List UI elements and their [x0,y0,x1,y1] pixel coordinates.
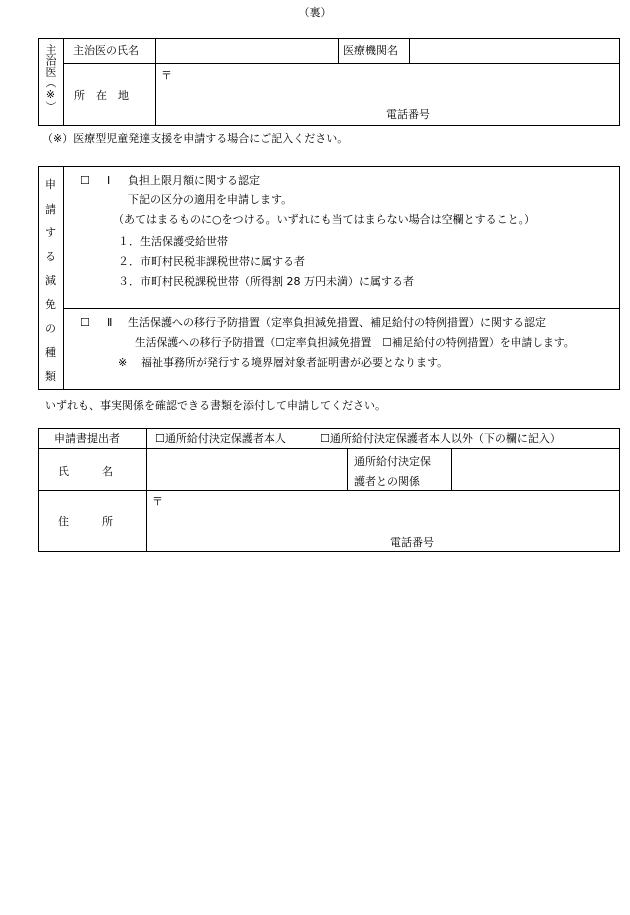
applicant-postal-mark: 〒 [152,495,163,508]
side-char: 請 [45,203,56,216]
applicant-address-field[interactable] [148,492,618,550]
submitter-label: 申請書提出者 [54,432,120,445]
divider [63,166,64,390]
side-char: 類 [45,370,56,383]
section2-numeral: Ⅱ [107,316,113,329]
divider [63,308,620,309]
side-char: 申 [45,178,56,191]
applicant-phone-label: 電話番号 [390,536,434,549]
section2-line1: 生活保護への移行予防措置（☐定率負担減免措置 ☐補足給付の特例措置）を申請します。 [135,336,575,349]
applicant-address-label: 住 所 [58,515,113,528]
divider [63,38,64,126]
section2-note-mark: ※ [118,356,128,369]
section2-note: 福祉事務所が発行する境界層対象者証明書が必要となります。 [141,356,449,369]
divider [451,448,452,490]
divider [338,38,339,63]
submitter-option-self[interactable]: ☐通所給付決定保護者本人 [155,432,286,445]
relation-label-line2: 護者との関係 [354,475,420,488]
address-label: 所 在 地 [74,89,129,102]
divider [38,448,620,449]
institution-field[interactable] [411,40,618,61]
divider [146,428,147,552]
section1-numeral: Ⅰ [107,174,111,187]
divider [409,38,410,63]
doctor-name-field[interactable] [157,40,336,61]
doctor-name-label: 主治医の氏名 [73,44,139,57]
postal-mark: 〒 [161,69,172,82]
applicant-name-field[interactable] [148,450,345,488]
institution-label: 医療機関名 [343,44,398,57]
section1-item[interactable]: １．生活保護受給世帯 [118,235,228,248]
submitter-option-other[interactable]: ☐通所給付決定保護者本人以外（下の欄に記入） [320,432,561,445]
divider [347,448,348,490]
side-char: 種 [45,346,56,359]
divider [155,38,156,126]
doctor-note: （※）医療型児童発達支援を申請する場合にご記入ください。 [42,132,349,145]
section1-line2: （あてはまるものに○をつける。いずれにも当てはまらない場合は空欄とすること。） [113,213,536,226]
relation-field[interactable] [453,450,618,488]
side-char: る [45,250,56,263]
section1-item[interactable]: ２．市町村民税非課税世帯に属する者 [118,255,305,268]
attach-note: いずれも、事実関係を確認できる書類を添付して申請してください。 [45,399,386,412]
relation-label-line1: 通所給付決定保 [354,455,431,468]
reduction-side-label [38,166,63,390]
doctor-side-label: 主治医（※） [44,44,57,112]
applicant-name-label: 氏 名 [58,465,113,478]
phone-label: 電話番号 [386,108,430,121]
section1-line1: 下記の区分の適用を申請します。 [128,193,293,206]
section1-item[interactable]: ３．市町村民税課税世帯（所得割 28 万円未満）に属する者 [118,275,414,288]
section1-title: 負担上限月額に関する認定 [128,174,260,187]
side-char: の [45,322,56,335]
side-char: 減 [45,274,56,287]
side-char: す [45,226,56,239]
page-header: （裏） [298,6,332,19]
divider [38,490,620,491]
section1-checkbox[interactable]: ☐ [80,174,90,187]
section2-title: 生活保護への移行予防措置（定率負担減免措置、補足給付の特例措置）に関する認定 [128,316,546,329]
side-char: 免 [45,298,56,311]
section2-checkbox[interactable]: ☐ [80,316,90,329]
divider [63,63,620,64]
